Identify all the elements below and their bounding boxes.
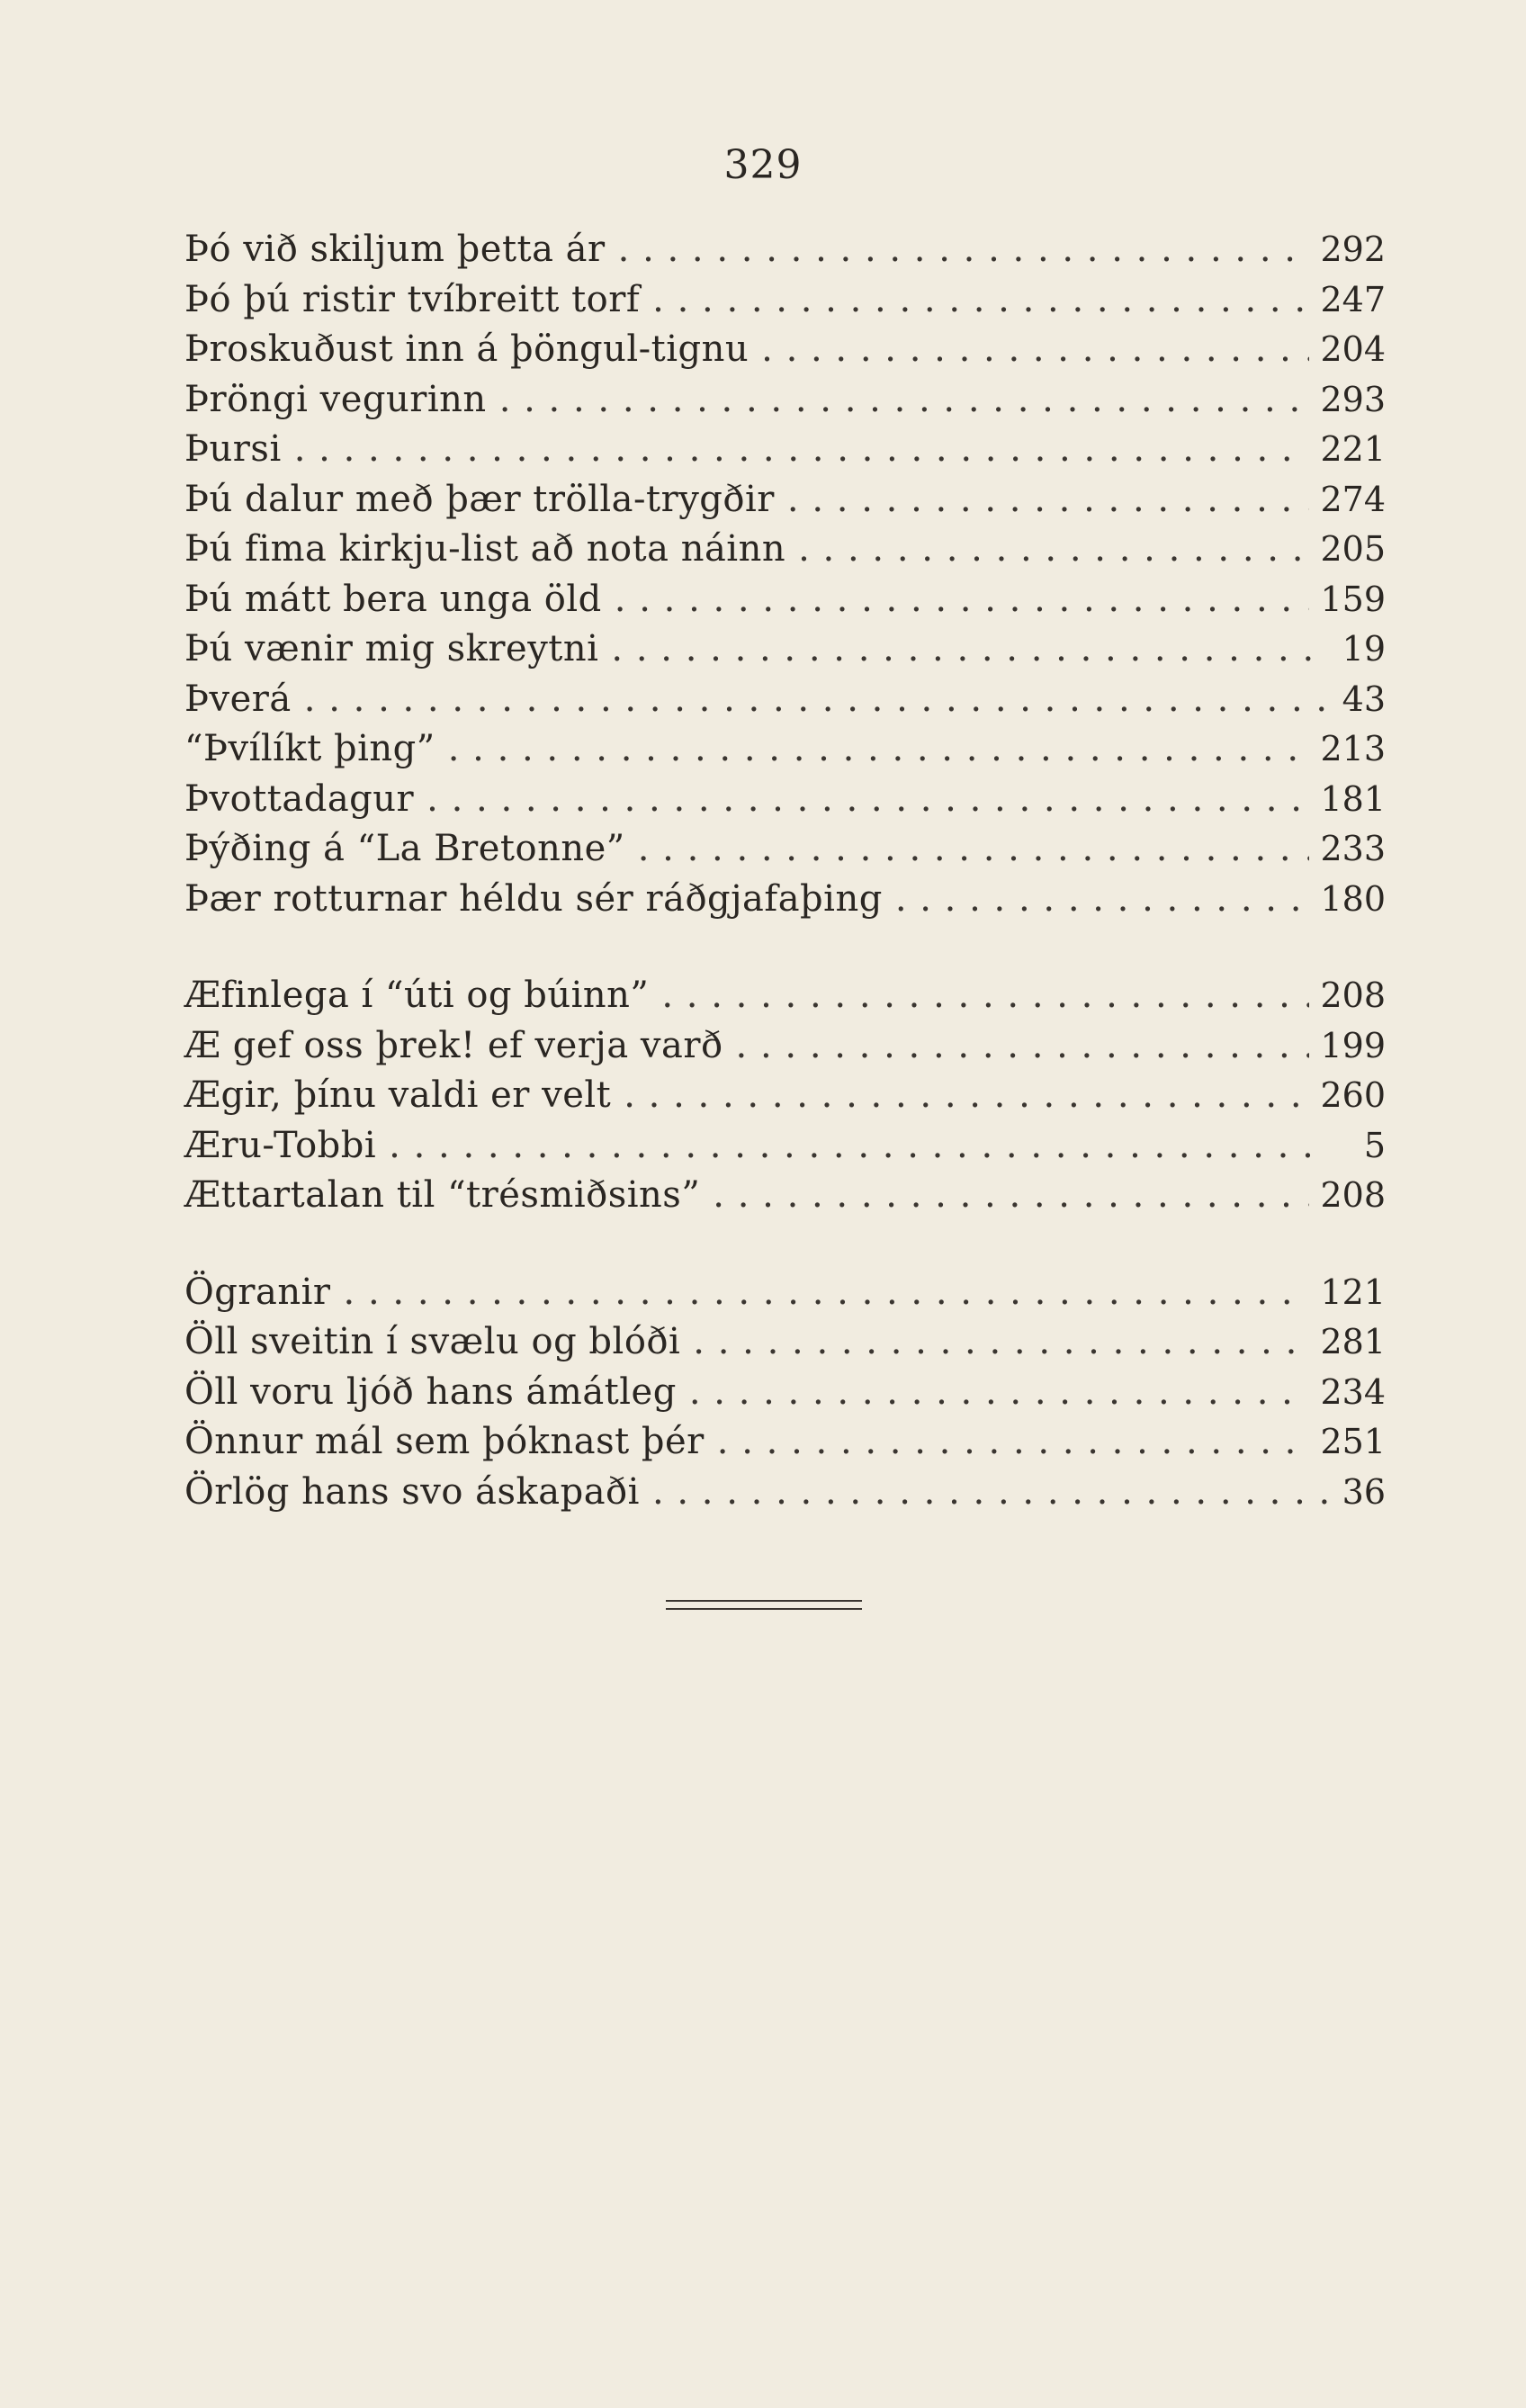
dot-leader [717,1417,1310,1468]
entry-title: Örlög hans svo áskapaði [184,1470,640,1513]
entry-title: Æru-Tobbi [184,1124,377,1166]
entry-page: 234 [1320,1371,1386,1412]
entry-page: 281 [1320,1322,1386,1361]
entry-title: Þverá [184,678,292,720]
index-entry [184,1268,1386,1318]
entry-page: 121 [1320,1271,1386,1312]
index-entry [184,675,1386,725]
dot-leader [693,1317,1309,1368]
dot-leader [426,775,1309,825]
entry-page: 274 [1320,479,1386,519]
index-entry [184,971,1386,1021]
index-entry [184,425,1386,475]
entry-title: Æ gef oss þrek! ef verja varð [184,1024,723,1066]
dot-leader [618,225,1310,275]
index-entry [184,525,1386,575]
dot-leader [689,1368,1310,1418]
entry-page: 293 [1320,379,1386,419]
index-group-o [184,1268,1386,1518]
entry-page: 247 [1320,279,1386,319]
entry-title: “Þvílíkt þing” [184,728,435,769]
index-entry [184,1317,1386,1368]
entry-page: 208 [1320,975,1386,1015]
entry-page: 199 [1320,1025,1386,1065]
dot-leader [294,425,1310,475]
dot-leader [499,375,1310,426]
entry-title: Ættartalan til “trésmiðsins” [184,1174,701,1216]
entry-page: 292 [1320,229,1386,269]
entry-title: Þær rotturnar héldu sér ráðgjafaþing [184,877,883,920]
entry-page: 5 [1363,1125,1386,1165]
page-number: 329 [723,142,803,188]
entry-page: 43 [1342,678,1386,719]
entry-title: Þú vænir mig skreytni [184,628,599,669]
entry-page: 19 [1342,629,1386,669]
dot-leader [761,325,1309,375]
index-entry [184,475,1386,526]
index-entry [184,775,1386,825]
dot-leader [448,724,1310,775]
entry-title: Þó við skiljum þetta ár [184,229,606,270]
entry-page: 260 [1320,1075,1386,1115]
entry-page: 204 [1320,329,1386,369]
index-entry [184,624,1386,675]
entry-title: Þú dalur með þær trölla-trygðir [184,478,775,520]
entry-page: 36 [1342,1471,1386,1512]
index-entry [184,375,1386,426]
closing-rule-top [666,1600,862,1602]
entry-title: Ægir, þínu valdi er velt [184,1074,612,1116]
entry-page: 233 [1320,829,1386,868]
index-entry [184,824,1386,875]
dot-leader [304,675,1330,725]
dot-leader [652,1468,1330,1518]
dot-leader [787,475,1310,526]
index-entry [184,724,1386,775]
dot-leader [652,275,1309,326]
entry-title: Öll voru ljóð hans ámátleg [184,1370,677,1413]
entry-title: Æfinlega í “úti og búinn” [184,975,650,1016]
entry-title: Þýðing á “La Bretonne” [184,828,625,869]
entry-page: 251 [1320,1422,1386,1461]
dot-leader [713,1171,1309,1221]
index-entry [184,1468,1386,1518]
index-group-ae [184,971,1386,1221]
dot-leader [661,971,1309,1021]
entry-title: Önnur mál sem þóknast þér [184,1421,705,1462]
entry-title: Þröngi vegurinn [184,378,487,420]
dot-leader [638,824,1310,875]
index-entry [184,1368,1386,1418]
entry-page: 208 [1320,1175,1386,1215]
dot-leader [798,525,1309,575]
dot-leader [344,1268,1310,1318]
dot-leader [736,1021,1310,1072]
index-entry [184,1417,1386,1468]
entry-page: 180 [1320,878,1386,919]
index-entry [184,325,1386,375]
index-entry [184,1171,1386,1221]
index-entry [184,275,1386,326]
entry-title: Þursi [184,428,282,470]
index-group-th [184,225,1386,924]
entry-page: 205 [1320,529,1386,569]
entry-title: Þú mátt bera unga öld [184,578,602,620]
closing-rule-bottom [666,1608,862,1610]
index-entry [184,575,1386,625]
dot-leader [611,624,1330,675]
entry-page: 181 [1320,778,1386,819]
entry-title: Ögranir [184,1271,331,1313]
entry-title: Þvottadagur [184,777,415,820]
entry-page: 159 [1320,579,1386,619]
entry-title: Þroskuðust inn á þöngul-tignu [184,328,750,370]
index-entry [184,225,1386,275]
entry-title: Öll sveitin í svælu og blóði [184,1321,681,1362]
dot-leader [624,1071,1309,1121]
index-entry [184,1021,1386,1072]
dot-leader [895,875,1310,925]
dot-leader [389,1121,1330,1172]
index-entry [184,875,1386,925]
index-list [184,225,1386,1517]
index-entry [184,1071,1386,1121]
entry-title: Þú fima kirkju-list að nota náinn [184,528,786,570]
entry-page: 221 [1320,429,1386,469]
dot-leader [615,575,1310,625]
entry-page: 213 [1320,729,1386,768]
entry-title: Þó þú ristir tvíbreitt torf [184,278,641,320]
index-entry [184,1121,1386,1172]
